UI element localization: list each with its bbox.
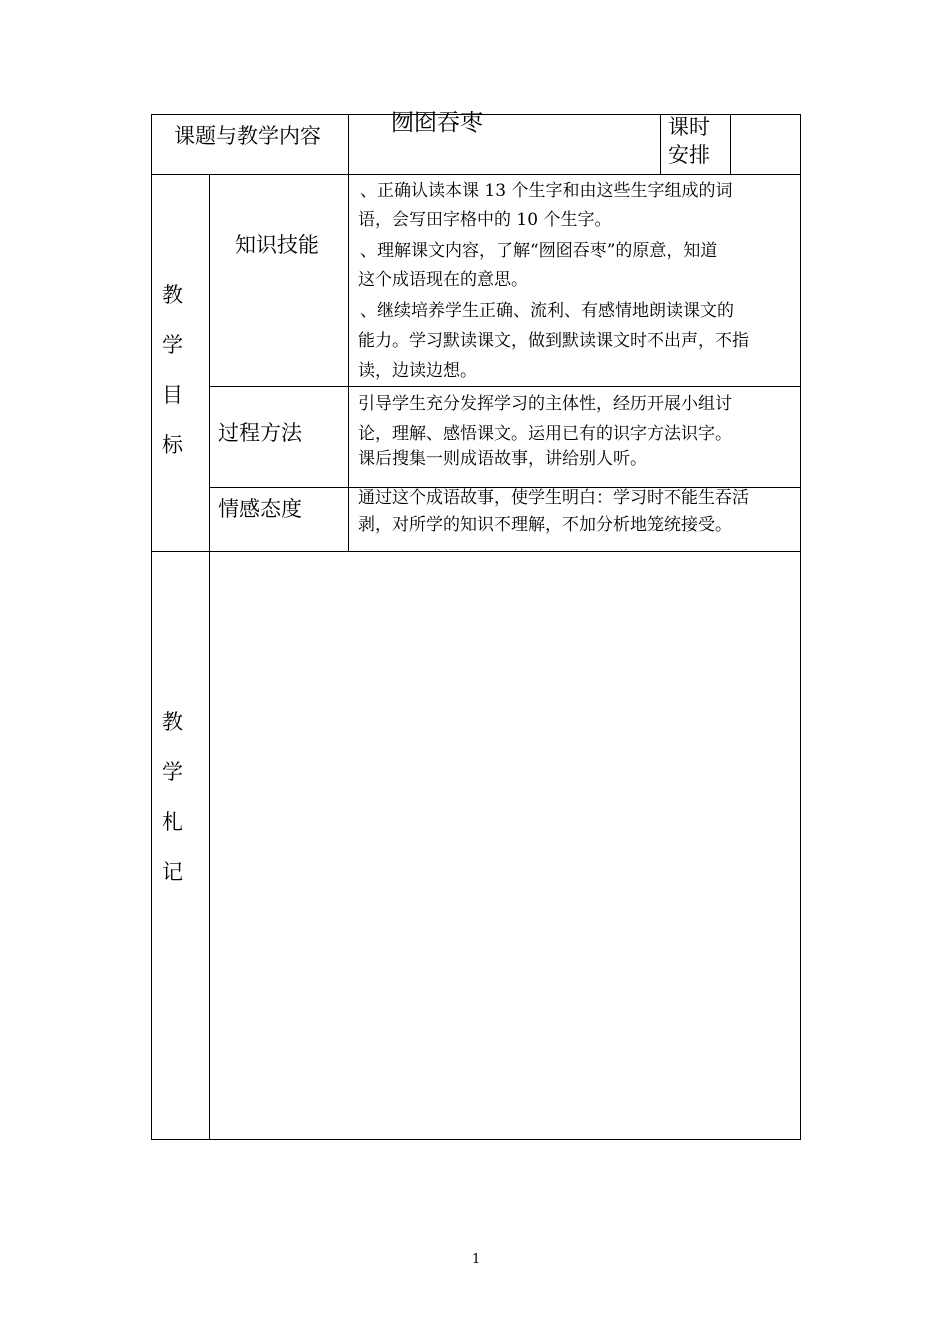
topic-label: 课题与教学内容	[174, 124, 321, 148]
table-border-left	[151, 114, 152, 1140]
table-row-divider-header	[151, 174, 801, 175]
table-divider-topic	[348, 114, 349, 551]
page-number: 1	[472, 1252, 481, 1267]
emotion-line: 通过这个成语故事，使学生明白：学习时不能生吞活	[358, 488, 749, 508]
knowledge-line: 读，边读边想。	[358, 361, 477, 381]
notes-section-label-char: 记	[162, 860, 183, 884]
table-border-right	[800, 114, 801, 1140]
process-line: 课后搜集一则成语故事，讲给别人听。	[358, 449, 647, 469]
lesson-time-label-line2: 安排	[668, 143, 710, 167]
objectives-section-label-char: 学	[162, 333, 183, 357]
knowledge-line: 语，会写田字格中的 10 个生字。	[358, 210, 612, 230]
notes-section-label-char: 教	[162, 710, 183, 734]
objectives-section-label-char: 标	[162, 433, 183, 457]
knowledge-line: 、继续培养学生正确、流利、有感情地朗读课文的	[360, 301, 734, 321]
table-border-bottom	[151, 1139, 801, 1140]
table-row-divider-objectives	[151, 551, 801, 552]
table-divider-time-label	[660, 114, 661, 174]
table-row-divider-knowledge	[209, 386, 801, 387]
process-line: 引导学生充分发挥学习的主体性，经历开展小组讨	[358, 394, 732, 414]
knowledge-line: 、正确认读本课 13 个生字和由这些生字组成的词	[360, 181, 733, 201]
topic-value: 囫囵吞枣	[391, 110, 483, 136]
table-divider-section	[209, 174, 210, 1140]
knowledge-line: 能力。学习默读课文，做到默读课文时不出声，不指	[358, 331, 749, 351]
emotion-line: 剥，对所学的知识不理解，不加分析地笼统接受。	[358, 515, 732, 535]
notes-section-label-char: 札	[162, 810, 183, 834]
objectives-section-label-char: 目	[162, 383, 183, 407]
process-label: 过程方法	[218, 421, 302, 445]
knowledge-line: 这个成语现在的意思。	[358, 270, 528, 290]
notes-section-label-char: 学	[162, 760, 183, 784]
emotion-label: 情感态度	[218, 497, 302, 521]
knowledge-line: 、理解课文内容，了解“囫囵吞枣”的原意，知道	[360, 241, 718, 261]
objectives-section-label-char: 教	[162, 283, 183, 307]
lesson-time-label-line1: 课时	[668, 115, 710, 139]
process-line: 论，理解、感悟课文。运用已有的识字方法识字。	[358, 424, 732, 444]
knowledge-label: 知识技能	[235, 233, 319, 257]
table-divider-time-value	[730, 114, 731, 174]
